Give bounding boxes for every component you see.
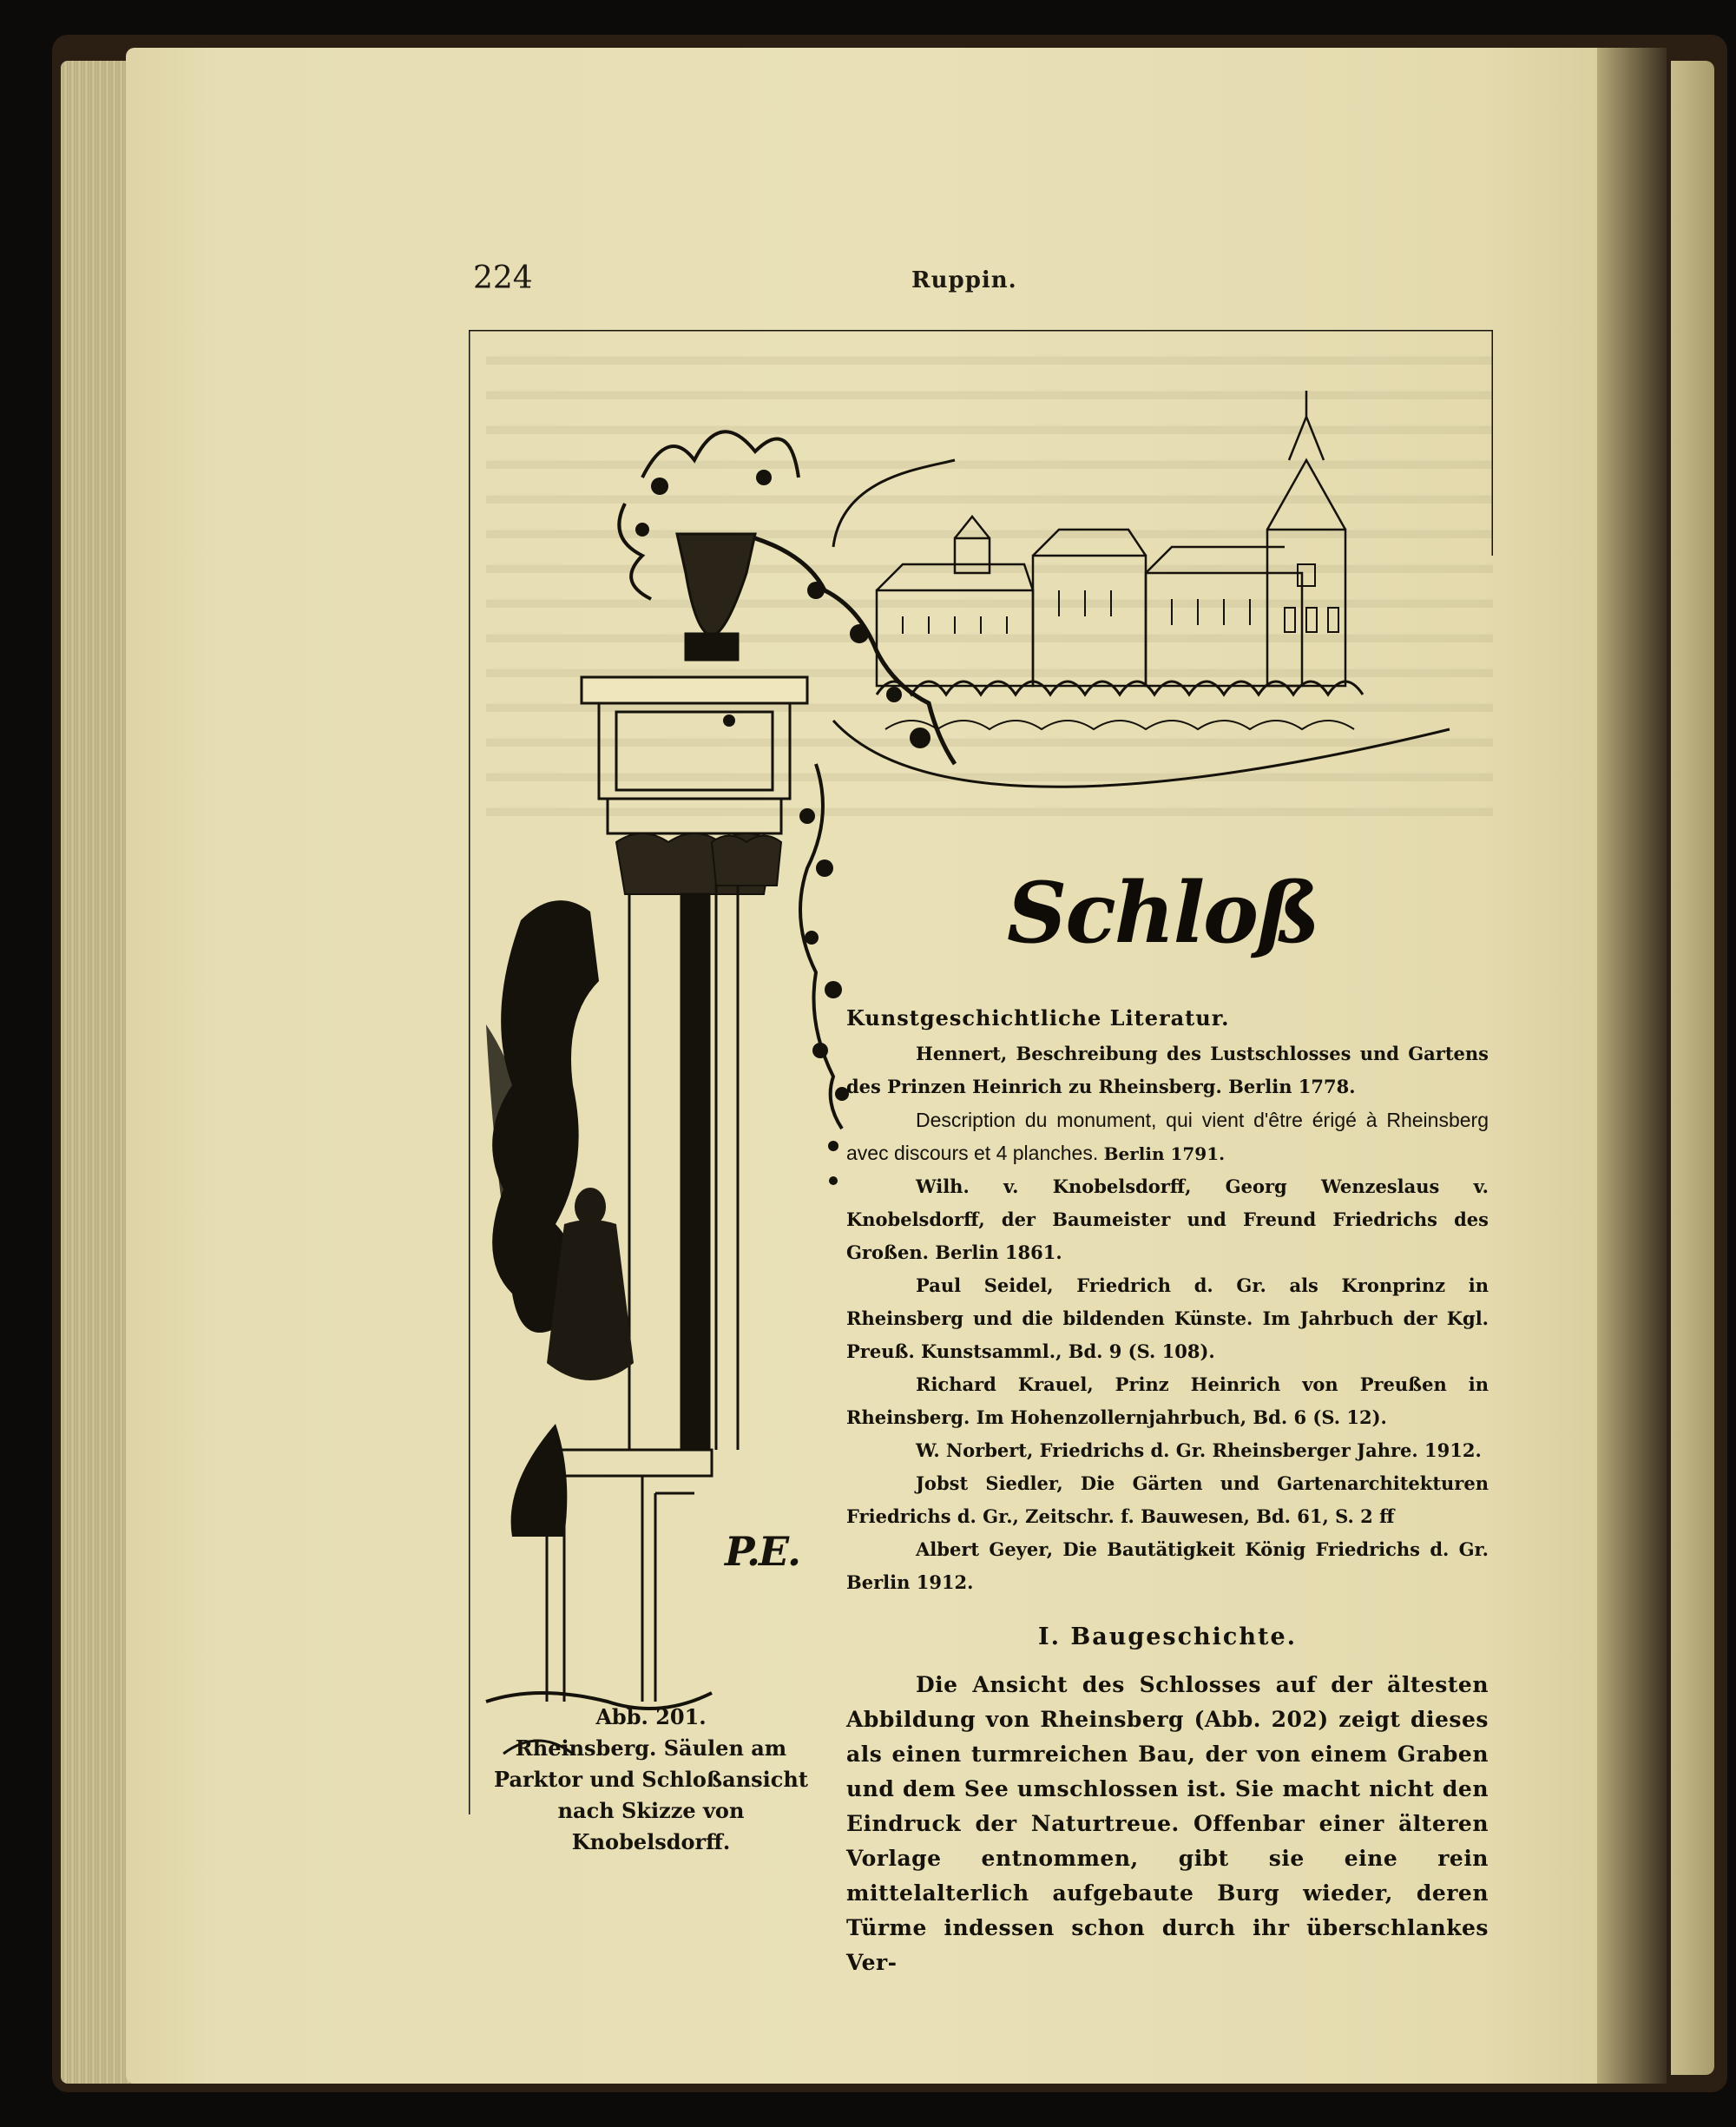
caption-line: Parktor und Schloßansicht bbox=[494, 1767, 808, 1792]
literature-entry: Jobst Siedler, Die Gärten und Gartenarchitekturen Friedrichs d. Gr., Zeitschr. f. Bauwesen, Bd. 61, S. 2 ff bbox=[846, 1472, 1489, 1527]
statue bbox=[547, 1188, 634, 1380]
artist-monogram: P.E. bbox=[725, 1528, 800, 1575]
section-heading: I. Baugeschichte. bbox=[1037, 1623, 1298, 1650]
column-capital bbox=[616, 833, 781, 894]
column-shafts bbox=[629, 886, 738, 1450]
running-head: Ruppin. bbox=[911, 267, 1017, 293]
literature-heading: Kunstgeschichtliche Literatur. bbox=[846, 1005, 1230, 1031]
literature-entry: Hennert, Beschreibung des Lustschlosses und Gartens des Prinzen Heinrich zu Rheinsberg. Berlin 1778. bbox=[846, 1043, 1489, 1097]
text-column bbox=[846, 1005, 1489, 1980]
caption-line: Rheinsberg. Säulen am bbox=[515, 1735, 787, 1761]
pillar-top bbox=[582, 677, 807, 833]
literature-entry: Richard Krauel, Prinz Heinrich von Preußen in Rheinsberg. Im Hohenzollernjahrbuch, Bd. 6 (S. 12). bbox=[846, 1373, 1489, 1428]
page-number: 224 bbox=[473, 260, 533, 296]
figure-number: Abb. 201. bbox=[595, 1704, 707, 1729]
caption-line: nach Skizze von Knobelsdorff. bbox=[557, 1798, 745, 1854]
literature-entry: Wilh. v. Knobelsdorff, Georg Wenzeslaus v. Knobelsdorff, der Baumeister und Freund Friedrichs des Großen. Berlin 1861. bbox=[846, 1175, 1489, 1263]
facing-page-edge bbox=[1671, 61, 1714, 2075]
literature-entry-year: Berlin 1791. bbox=[1103, 1143, 1226, 1164]
literature-entry-text: Description du monument, qui vient d'être érigé à Rheinsberg avec discours et 4 planches. bbox=[846, 1109, 1489, 1164]
book-gutter bbox=[1597, 48, 1667, 2084]
literature-entry: W. Norbert, Friedrichs d. Gr. Rheinsberger Jahre. 1912. bbox=[916, 1439, 1482, 1461]
castle-sketch bbox=[877, 391, 1363, 729]
figure-caption bbox=[486, 1702, 816, 1858]
literature-entry: Paul Seidel, Friedrich d. Gr. als Kronprinz in Rheinsberg und die bildenden Künste. Im Jahrbuch der Kgl. Preuß. Kunstsamml., Bd. 9 (S. 108). bbox=[846, 1274, 1489, 1362]
body-paragraph: Die Ansicht des Schlosses auf der ältesten Abbildung von Rheinsberg (Abb. 202) zeigt dieses als einen turmreichen Bau, der von einem Graben und dem See umschlossen ist. Sie macht nicht den Eindruck der Naturtreue. Offenbar einer älteren Vorlage entnommen, gibt sie eine rein mittelalterlich aufgebaute Burg wieder, deren Türme indessen schon durch ihr überschlankes Ver- bbox=[846, 1672, 1489, 1975]
literature-entry: Albert Geyer, Die Bautätigkeit König Friedrichs d. Gr. Berlin 1912. bbox=[846, 1538, 1489, 1593]
literature-entry bbox=[846, 1103, 1489, 1170]
figure-title-schloss: Schloß bbox=[1007, 864, 1319, 962]
